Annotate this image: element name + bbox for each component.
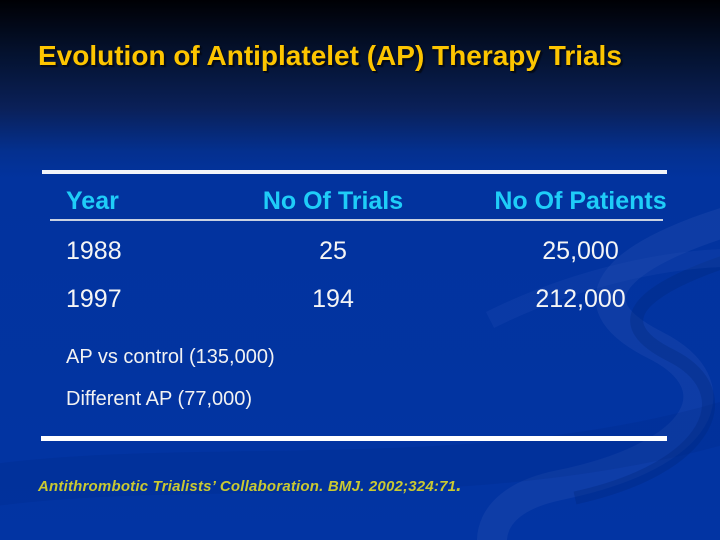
table-bottom-rule (41, 436, 667, 441)
citation-text: Antithrombotic Trialists’ Collaboration. BMJ. 2002;324:71 (38, 478, 457, 495)
cell-trials: 25 (319, 237, 347, 265)
table-header-row (42, 187, 667, 216)
citation-period: . (456, 475, 462, 496)
cell-patients: 25,000 (542, 237, 619, 265)
table-row-1997 (42, 285, 667, 314)
table-note-different-ap: Different AP (77,000) (66, 388, 253, 410)
citation (38, 475, 658, 497)
table-row-1988 (42, 237, 667, 266)
table-note-ap-vs-control: AP vs control (135,000) (66, 346, 275, 368)
table-top-rule (42, 170, 667, 174)
table-header-underline (50, 219, 663, 221)
cell-year: 1988 (66, 237, 122, 265)
column-header-year: Year (66, 187, 119, 215)
cell-patients: 212,000 (535, 285, 626, 313)
cell-year: 1997 (66, 285, 122, 313)
column-header-trials: No Of Trials (262, 187, 404, 215)
column-header-patients: No Of Patients (494, 187, 667, 215)
slide-title: Evolution of Antiplatelet (AP) Therapy Trials (38, 40, 622, 71)
cell-trials: 194 (312, 285, 354, 313)
